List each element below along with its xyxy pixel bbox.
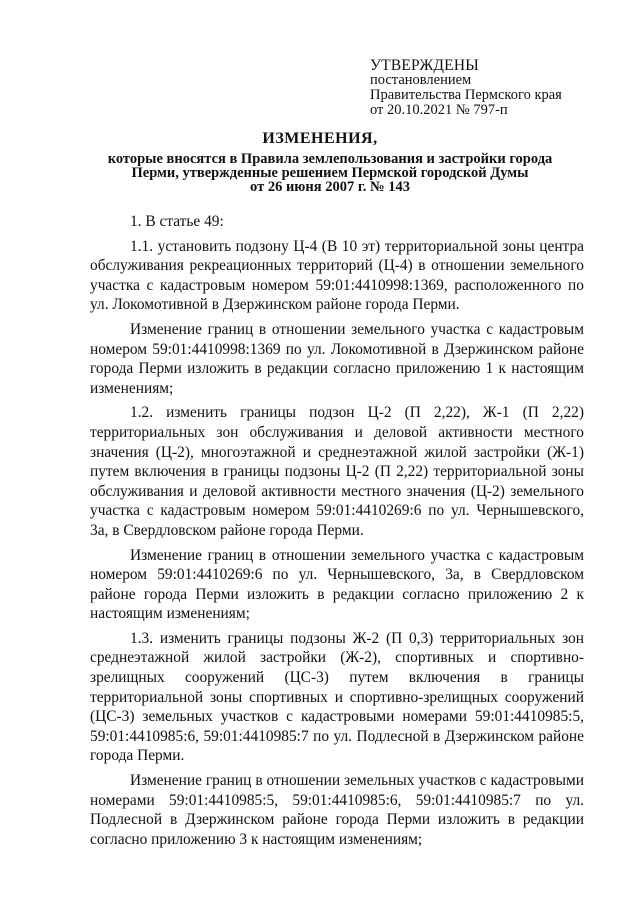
paragraph: 1.3. изменить границы подзоны Ж-2 (П 0,3) территориальных зон среднеэтажной жилой застройки (Ж-2), спортивных и спортивно-зрелищных сооружений (ЦС-3) путем включения в границы территориальной зоны спортивных и спортивно-зрелищных сооружений (ЦС-3) земельных участков с кадастровыми номерами 59:01:4410985:5, 59:01:4410985:6, 59:01:4410985:7 по ул. Подлесной в Дзержинском районе города Перми.: [90, 629, 584, 765]
subtitle-line: которые вносятся в Правила землепользования и застройки города: [107, 151, 553, 167]
approval-heading: УТВЕРЖДЕНЫ: [370, 57, 479, 74]
subtitle-line: Перми, утвержденные решением Пермской городской Думы: [131, 165, 529, 181]
paragraph: Изменение границ в отношении земельных участков с кадастровыми номерами 59:01:4410985:5, 59:01:4410985:6, 59:01:4410985:7 по ул. Подлесной в Дзержинском районе города Перми изложить в редакции согласно приложению 3 к настоящим изменениям;: [90, 772, 584, 848]
document-title: ИЗМЕНЕНИЯ,: [262, 130, 378, 147]
subtitle-line: от 26 июня 2007 г. № 143: [250, 179, 410, 195]
paragraph: 1. В статье 49:: [130, 213, 224, 230]
document-subtitle: [90, 152, 570, 194]
approval-line: от 20.10.2021 № 797-п: [370, 102, 508, 118]
paragraph: Изменение границ в отношении земельного участка с кадастровым номером 59:01:4410269:6 по ул. Чернышевского, 3а, в Свердловском районе города Перми изложить в редакции согласно приложению 2 к настоящим изменениям;: [90, 546, 584, 623]
document-body: [90, 212, 584, 849]
paragraph: 1.1. установить подзону Ц-4 (В 10 эт) территориальной зоны центра обслуживания рекреационных территорий (Ц-4) в отношении земельного участка с кадастровым номером 59:01:4410998:1369, расположенного по ул. Локомотивной в Дзержинском районе города Перми.: [90, 237, 584, 314]
approval-line: Правительства Пермского края: [370, 87, 562, 103]
approval-block: [370, 58, 562, 118]
approval-line: постановлением: [370, 72, 472, 88]
paragraph: Изменение границ в отношении земельного участка с кадастровым номером 59:01:4410998:1369 по ул. Локомотивной в Дзержинском районе города Перми изложить в редакции согласно приложению 1 к настоящим изменениям;: [90, 320, 584, 397]
paragraph: 1.2. изменить границы подзон Ц-2 (П 2,22), Ж-1 (П 2,22) территориальных зон обслуживания и деловой активности местного значения (Ц-2), многоэтажной и среднеэтажной жилой застройки (Ж-1) путем включения в границы подзоны Ц-2 (П 2,22) территориальной зоны обслуживания и деловой активности местного значения (Ц-2) земельного участка с кадастровым номером 59:01:4410269:6 по ул. Чернышевского, 3а, в Свердловском районе города Перми.: [90, 404, 584, 539]
